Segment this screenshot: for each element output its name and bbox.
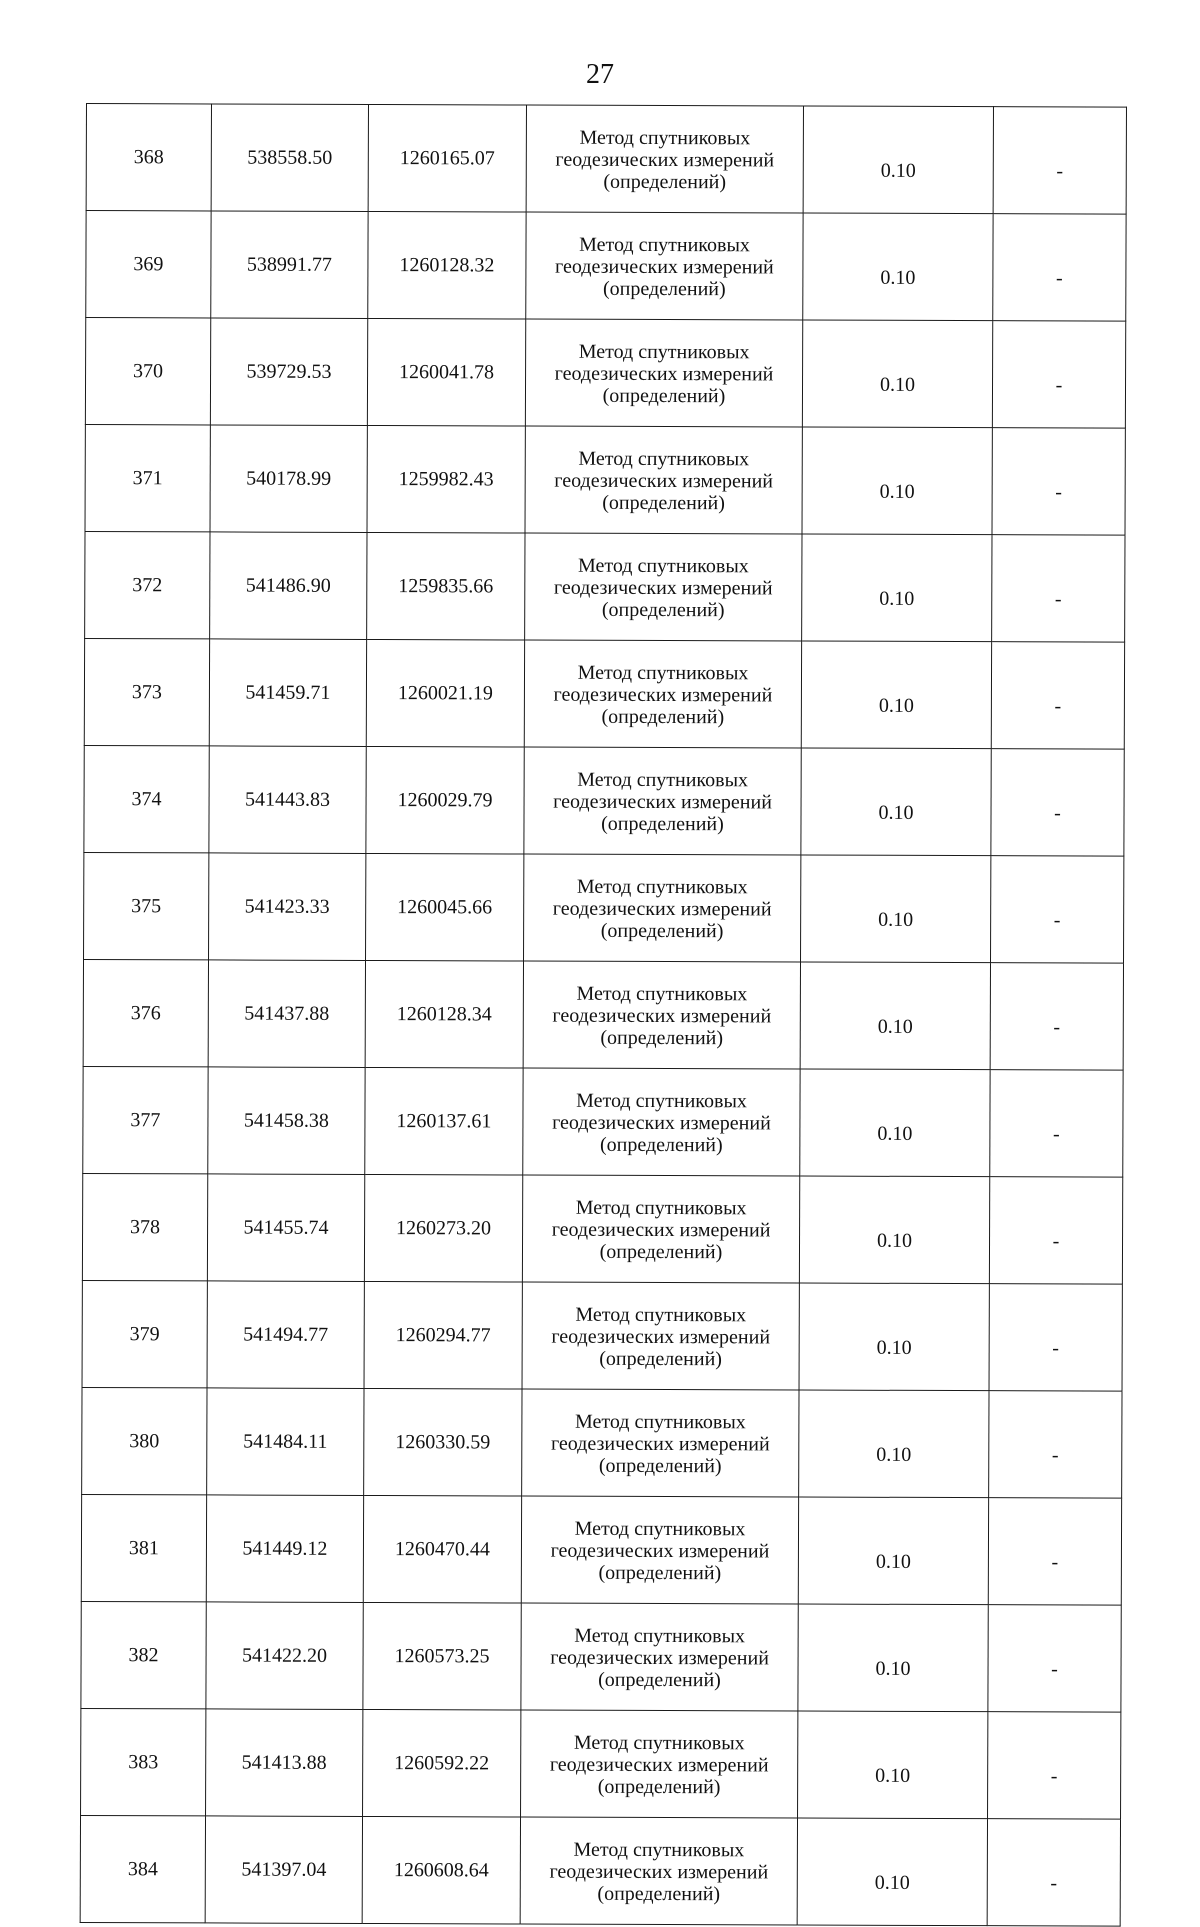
note-cell: -: [988, 1605, 1121, 1712]
x-coordinate-cell: 541459.71: [209, 639, 366, 747]
method-line: геодезических измерений: [551, 1325, 771, 1349]
point-number-cell: 370: [85, 318, 210, 425]
method-line: геодезических измерений: [553, 790, 772, 814]
method-line: (определений): [603, 170, 727, 194]
method-line: геодезических измерений: [553, 576, 773, 600]
accuracy-cell: 0.10: [802, 427, 992, 535]
note-cell: -: [992, 321, 1125, 428]
table-row: [80, 1815, 1120, 1926]
method-cell: [525, 319, 802, 427]
accuracy-cell: 0.10: [801, 748, 991, 856]
method-cell: [521, 1710, 798, 1818]
method-cell: [521, 1603, 798, 1711]
method-cell: [522, 1282, 799, 1390]
point-number-cell: 383: [81, 1708, 206, 1815]
table-row: [85, 424, 1125, 535]
note-cell: -: [987, 1819, 1120, 1926]
method-cell: [524, 747, 801, 855]
table-row: [85, 531, 1125, 642]
table-row: [84, 745, 1124, 856]
point-number-cell: 369: [86, 211, 211, 318]
x-coordinate-cell: 541413.88: [206, 1709, 363, 1817]
note-cell: -: [988, 1712, 1121, 1819]
x-coordinate-cell: 541458.38: [208, 1067, 365, 1175]
x-coordinate-cell: 541455.74: [207, 1174, 364, 1282]
point-number-cell: 381: [81, 1494, 206, 1601]
method-line: Метод спутниковых: [575, 1303, 747, 1327]
note-cell: -: [989, 1284, 1122, 1391]
x-coordinate-cell: 541486.90: [210, 532, 367, 640]
method-line: (определений): [599, 1240, 723, 1264]
table-row: [83, 1066, 1123, 1177]
y-coordinate-cell: 1259982.43: [367, 425, 525, 533]
accuracy-cell: 0.10: [798, 1711, 988, 1819]
y-coordinate-cell: 1260330.59: [364, 1388, 522, 1496]
method-line: Метод спутниковых: [576, 1089, 747, 1113]
accuracy-cell: 0.10: [803, 106, 993, 214]
table-row: [82, 1387, 1122, 1498]
accuracy-cell: 0.10: [802, 534, 992, 642]
y-coordinate-cell: 1260021.19: [366, 639, 524, 747]
y-coordinate-cell: 1260592.22: [363, 1709, 521, 1817]
y-coordinate-cell: 1260128.32: [368, 211, 526, 319]
point-number-cell: 377: [83, 1066, 208, 1173]
accuracy-cell: 0.10: [803, 213, 993, 321]
method-line: (определений): [601, 812, 724, 836]
method-line: (определений): [597, 1775, 721, 1799]
method-cell: [525, 533, 802, 641]
point-number-cell: 384: [80, 1815, 205, 1922]
accuracy-cell: 0.10: [799, 1176, 989, 1284]
accuracy-cell: 0.10: [800, 962, 990, 1070]
accuracy-cell: 0.10: [799, 1283, 989, 1391]
method-cell: [525, 426, 802, 534]
x-coordinate-cell: 541443.83: [209, 746, 366, 854]
y-coordinate-cell: 1260294.77: [364, 1281, 522, 1389]
table-row: [84, 852, 1124, 963]
y-coordinate-cell: 1260045.66: [366, 853, 524, 961]
note-cell: -: [988, 1498, 1121, 1605]
method-line: геодезических измерений: [554, 362, 774, 386]
method-line: (определений): [602, 491, 725, 515]
y-coordinate-cell: 1260608.64: [362, 1816, 520, 1924]
method-line: Метод спутниковых: [576, 982, 748, 1006]
method-line: Метод спутниковых: [577, 661, 749, 685]
method-line: Метод спутниковых: [573, 1731, 745, 1755]
x-coordinate-cell: 541437.88: [208, 960, 365, 1068]
y-coordinate-cell: 1260573.25: [363, 1602, 521, 1710]
point-number-cell: 372: [85, 531, 210, 638]
method-cell: [526, 105, 803, 213]
method-cell: [522, 1175, 799, 1283]
method-line: Метод спутниковых: [575, 1196, 747, 1220]
y-coordinate-cell: 1260165.07: [368, 104, 526, 212]
table-row: [86, 104, 1126, 215]
table-row: [81, 1708, 1121, 1819]
x-coordinate-cell: 541484.11: [207, 1388, 364, 1496]
method-line: (определений): [599, 1347, 722, 1371]
y-coordinate-cell: 1260273.20: [364, 1174, 522, 1282]
y-coordinate-cell: 1259835.66: [367, 532, 525, 640]
x-coordinate-cell: 539729.53: [210, 318, 367, 426]
accuracy-cell: 0.10: [798, 1604, 988, 1712]
point-number-cell: 382: [81, 1601, 206, 1708]
method-line: геодезических измерений: [549, 1860, 769, 1884]
method-line: геодезических измерений: [552, 897, 772, 921]
x-coordinate-cell: 541423.33: [209, 853, 366, 961]
method-line: геодезических измерений: [550, 1539, 770, 1563]
method-line: геодезических измерений: [554, 469, 774, 493]
method-cell: [520, 1817, 797, 1925]
accuracy-cell: 0.10: [801, 855, 991, 963]
method-line: Метод спутниковых: [577, 768, 749, 792]
method-line: Метод спутниковых: [574, 1624, 746, 1648]
accuracy-cell: 0.10: [802, 320, 992, 428]
point-number-cell: 378: [82, 1173, 207, 1280]
table-body: [80, 104, 1126, 1927]
method-line: (определений): [602, 277, 726, 301]
method-cell: [523, 1068, 800, 1176]
table-row: [82, 1173, 1122, 1284]
y-coordinate-cell: 1260041.78: [367, 318, 525, 426]
method-line: Метод спутниковых: [577, 554, 749, 578]
note-cell: -: [991, 642, 1124, 749]
accuracy-cell: 0.10: [800, 1069, 990, 1177]
method-line: геодезических измерений: [555, 255, 774, 279]
method-line: Метод спутниковых: [574, 1410, 746, 1434]
method-line: геодезических измерений: [549, 1753, 769, 1777]
method-cell: [524, 640, 801, 748]
table-row: [86, 211, 1126, 322]
point-number-cell: 368: [86, 104, 211, 211]
method-line: (определений): [598, 1561, 722, 1585]
x-coordinate-cell: 538558.50: [211, 104, 368, 212]
y-coordinate-cell: 1260470.44: [363, 1495, 521, 1603]
note-cell: -: [990, 963, 1123, 1070]
method-line: (определений): [598, 1668, 721, 1692]
method-line: (определений): [601, 598, 725, 622]
accuracy-cell: 0.10: [801, 641, 991, 749]
y-coordinate-cell: 1260029.79: [366, 746, 524, 854]
x-coordinate-cell: 541494.77: [207, 1281, 364, 1389]
method-line: геодезических измерений: [552, 1111, 771, 1135]
method-line: Метод спутниковых: [576, 875, 748, 899]
table-row: [81, 1601, 1121, 1712]
x-coordinate-cell: 538991.77: [211, 211, 368, 319]
method-cell: [521, 1496, 798, 1604]
method-line: Метод спутниковых: [578, 447, 750, 471]
y-coordinate-cell: 1260128.34: [365, 960, 523, 1068]
method-line: (определений): [600, 1026, 724, 1050]
method-cell: [526, 212, 803, 320]
method-line: (определений): [598, 1454, 722, 1478]
x-coordinate-cell: 541449.12: [206, 1495, 363, 1603]
point-number-cell: 376: [83, 959, 208, 1066]
method-line: (определений): [601, 705, 725, 729]
point-number-cell: 375: [84, 852, 209, 959]
page-number: 27: [586, 59, 614, 90]
note-cell: -: [993, 214, 1126, 321]
method-line: геодезических измерений: [551, 1218, 771, 1242]
note-cell: -: [991, 856, 1124, 963]
point-number-cell: 371: [85, 424, 210, 531]
table-row: [85, 318, 1125, 429]
method-line: геодезических измерений: [550, 1432, 770, 1456]
x-coordinate-cell: 541422.20: [206, 1602, 363, 1710]
method-line: геодезических измерений: [550, 1646, 769, 1670]
accuracy-cell: 0.10: [797, 1818, 987, 1926]
table-row: [84, 638, 1124, 749]
method-line: (определений): [600, 919, 724, 943]
point-number-cell: 379: [82, 1280, 207, 1387]
note-cell: -: [993, 107, 1126, 214]
note-cell: -: [989, 1177, 1122, 1284]
accuracy-cell: 0.10: [798, 1497, 988, 1605]
method-line: Метод спутниковых: [579, 126, 751, 150]
method-line: геодезических измерений: [552, 1004, 772, 1028]
method-line: Метод спутниковых: [579, 233, 750, 257]
method-cell: [522, 1389, 799, 1497]
method-line: геодезических измерений: [553, 683, 773, 707]
method-cell: [523, 961, 800, 1069]
note-cell: -: [989, 1391, 1122, 1498]
note-cell: -: [991, 749, 1124, 856]
method-line: геодезических измерений: [555, 148, 775, 172]
method-cell: [524, 854, 801, 962]
method-line: Метод спутниковых: [573, 1838, 745, 1862]
note-cell: -: [992, 535, 1125, 642]
method-line: (определений): [597, 1882, 721, 1906]
coordinates-table: [80, 103, 1127, 1927]
x-coordinate-cell: 540178.99: [210, 425, 367, 533]
note-cell: -: [992, 428, 1125, 535]
point-number-cell: 380: [82, 1387, 207, 1494]
note-cell: -: [990, 1070, 1123, 1177]
point-number-cell: 374: [84, 745, 209, 852]
table-row: [81, 1494, 1121, 1605]
method-line: (определений): [600, 1133, 723, 1157]
method-line: (определений): [602, 384, 726, 408]
table-row: [82, 1280, 1122, 1391]
table-row: [83, 959, 1123, 1070]
x-coordinate-cell: 541397.04: [205, 1816, 362, 1924]
point-number-cell: 373: [84, 638, 209, 745]
method-line: Метод спутниковых: [574, 1517, 746, 1541]
accuracy-cell: 0.10: [799, 1390, 989, 1498]
y-coordinate-cell: 1260137.61: [365, 1067, 523, 1175]
method-line: Метод спутниковых: [578, 340, 750, 364]
